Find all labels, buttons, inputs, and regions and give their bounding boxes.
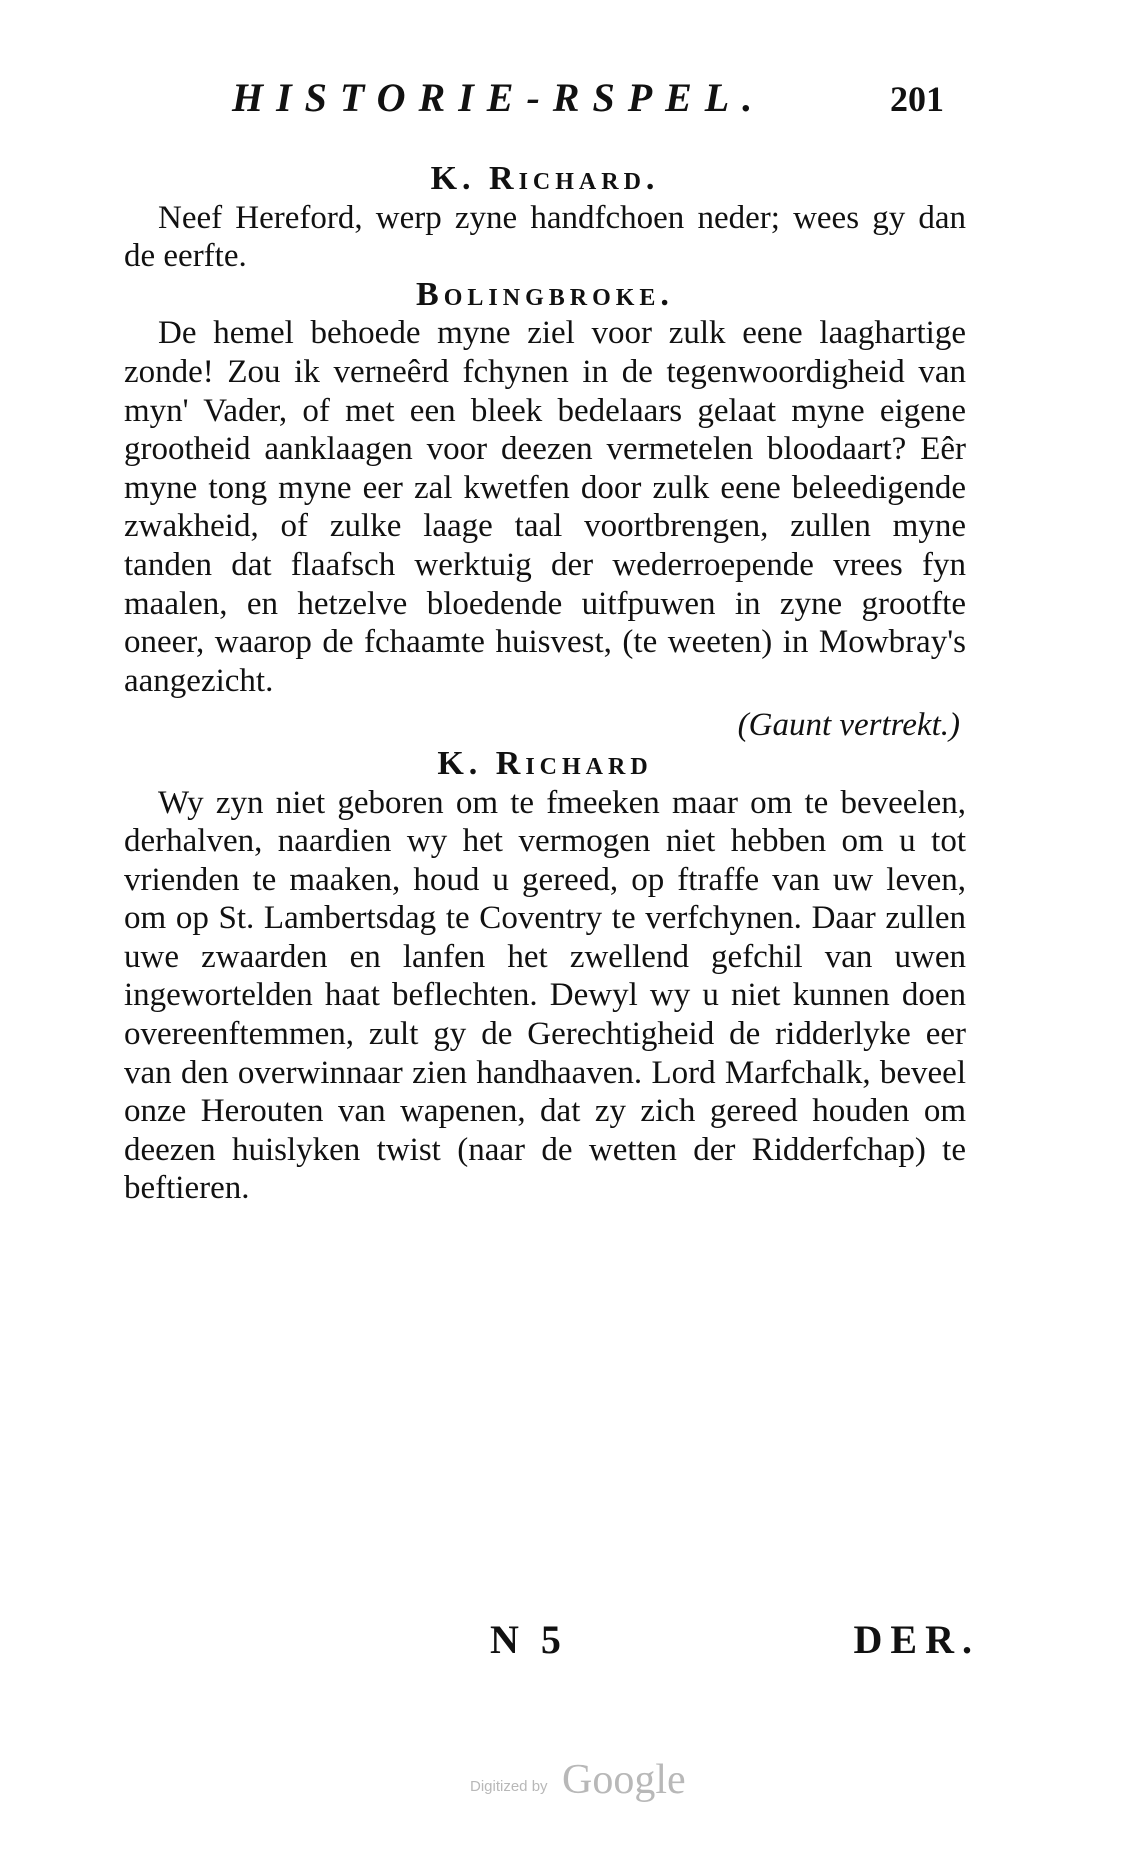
running-head: [232, 68, 952, 128]
speech-paragraph: De hemel behoede myne ziel voor zulk eene laaghartige zonde! Zou ik verneêrd fchynen in de tegenwoordigheid van myn' Vader, of met een bleek bedelaars gelaat myne eigene grootheid aanklaagen voor deezen vermetelen bloodaart? Eêr myne tong myne eer zal kwetfen door zulk eene beleedigende zwakheid, of zulke laage taal voortbrengen, zullen myne tanden dat flaafsch werktuig der wederroepende vrees fyn maalen, en hetzelve bloedende uitfpuwen in zyne grootfte oneer, waarop de fchaamte huisvest, (te weeten) in Mowbray's aangezicht.: [124, 315, 966, 699]
page-footer: [490, 1616, 980, 1666]
stage-direction: (Gaunt vertrekt.): [737, 707, 960, 744]
speaker-heading: K. Richard.: [430, 160, 660, 197]
digitization-watermark: [464, 1752, 704, 1802]
catchword: DER.: [853, 1617, 980, 1662]
signature-mark: N 5: [490, 1617, 567, 1662]
speaker-heading: Bolingbroke.: [416, 275, 674, 313]
speech-paragraph: Wy zyn niet geboren om te fmeeken maar om te beveelen, derhalven, naardien wy het vermogen niet hebben om u tot vrienden te maaken, houd u gereed, op ftraffe van uw leven, om op St. Lambertsdag te Coventry te verfchynen. Daar zullen uwe zwaarden en lanfen het zwellend gefchil van uwen ingewortelden haat beflechten. Dewyl wy u niet kunnen doen overeenftemmen, zult gy de Gerechtigheid de ridderlyke eer van den overwinnaar zien handhaaven. Lord Marfchalk, beveel onze Herouten van wapenen, dat zy zich gereed houden om deezen huislyken twist (naar de wetten der Ridderfchap) te beftieren.: [124, 784, 966, 1207]
speech-paragraph: Neef Hereford, werp zyne handfchoen neder; wees gy dan de eerfte.: [124, 199, 966, 275]
page-number: 201: [890, 79, 944, 119]
speaker-heading: K. Richard: [437, 744, 653, 782]
text-block: [124, 160, 966, 1208]
running-title: HISTORIE-RSPEL.: [232, 75, 766, 120]
google-logo: Google: [562, 1757, 686, 1803]
watermark-label: Digitized by: [470, 1778, 548, 1795]
